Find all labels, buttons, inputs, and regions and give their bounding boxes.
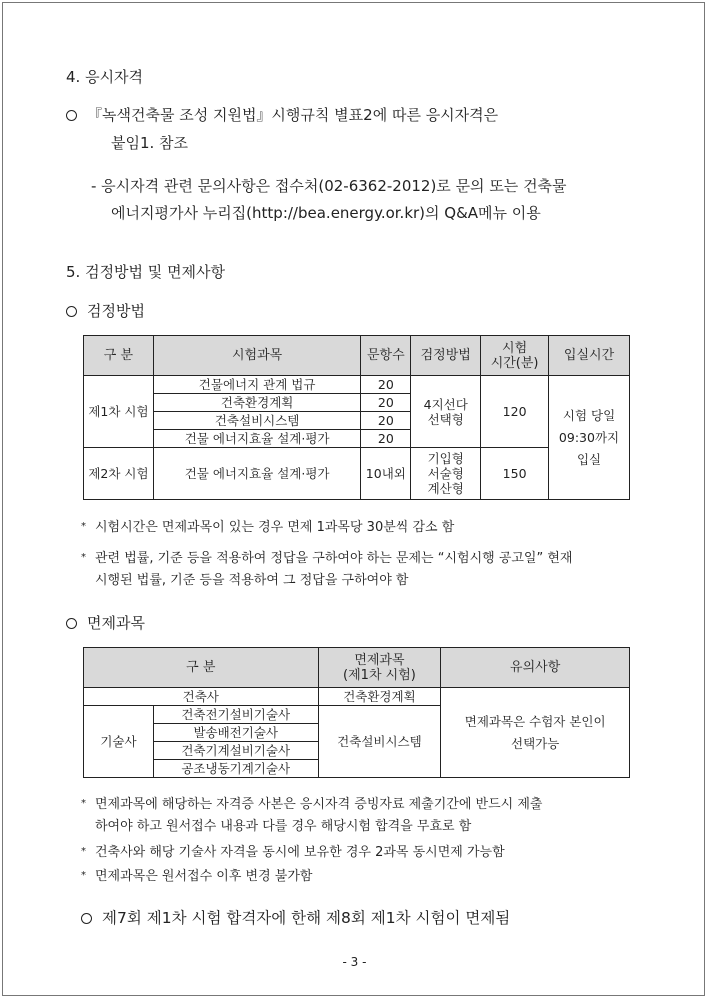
circle-bullet-icon (81, 913, 92, 924)
section-5-title: 5. 검정방법 및 면제사항 (66, 263, 226, 281)
exemption-notes: 면제과목은 수험자 본인이 선택가능 (441, 688, 630, 778)
engineer-label: 기술사 (84, 706, 154, 778)
subheading-exemption: 면제과목 (66, 612, 145, 633)
round1-count: 20 (361, 394, 411, 412)
note-item-continuation: 하여야 하고 원서접수 내용과 다를 경우 해당시험 합격을 무효로 함 (95, 819, 472, 834)
round1-method: 4지선다 선택형 (411, 376, 481, 448)
engineer-item: 건축전기설비기술사 (153, 706, 318, 724)
engineer-item: 공조냉동기계기술사 (153, 760, 318, 778)
header-time: 시험 시간(분) (481, 336, 549, 376)
dash-inquiry-line2: 에너지평가사 누리집(http://bea.energy.or.kr)의 Q&A메뉴 이용 (111, 204, 541, 222)
section-4-title: 4. 응시자격 (66, 68, 144, 86)
round2-subject: 건물 에너지효율 설계·평가 (153, 448, 361, 500)
round1-subject: 건물 에너지효율 설계·평가 (153, 430, 361, 448)
circle-bullet-icon (66, 618, 77, 629)
note-item-continuation: 시행된 법률, 기준 등을 적용하여 그 정답을 구하여야 함 (95, 573, 409, 588)
round1-label: 제1차 시험 (84, 376, 154, 448)
header-category: 구 분 (84, 336, 154, 376)
round2-label: 제2차 시험 (84, 448, 154, 500)
bullet-qualification (66, 104, 498, 125)
note-item: * 면제과목은 원서접수 이후 변경 불가함 (81, 869, 313, 884)
circle-bullet-icon (66, 110, 77, 121)
round1-subject: 건축환경계획 (153, 394, 361, 412)
note-item: * 면제과목에 해당하는 자격증 사본은 응시자격 증빙자료 제출기간에 반드시 제출 (81, 797, 543, 812)
round1-count: 20 (361, 376, 411, 394)
entry-time: 시험 당일 09:30까지 입실 (549, 376, 630, 500)
round2-method: 기입형 서술형 계산형 (411, 448, 481, 500)
bullet-text: 『녹색건축물 조성 지원법』시행규칙 별표2에 따른 응시자격은 (87, 106, 499, 124)
exemption-table (83, 647, 630, 778)
round2-time: 150 (481, 448, 549, 500)
circle-bullet-icon (66, 306, 77, 317)
document-page (2, 2, 705, 996)
page-number: - 3 - (342, 955, 367, 969)
engineer-item: 발송배전기술사 (153, 724, 318, 742)
round1-count: 20 (361, 430, 411, 448)
header-category: 구 분 (84, 648, 319, 688)
header-entry: 입실시간 (549, 336, 630, 376)
dash-inquiry-line1: - 응시자격 관련 문의사항은 접수처(02-6362-2012)로 문의 또는 건축물 (91, 177, 567, 195)
architect-label: 건축사 (84, 688, 319, 706)
note-item: * 건축사와 해당 기술사 자격을 동시에 보유한 경우 2과목 동시면제 가능함 (81, 845, 505, 860)
bullet-continuation: 붙임1. 참조 (111, 134, 189, 152)
final-bullet: 제7회 제1차 시험 합격자에 한해 제8회 제1차 시험이 면제됨 (81, 906, 510, 928)
note-item: * 관련 법률, 기준 등을 적용하여 정답을 구하여야 하는 문제는 “시험시행 공고일” 현재 (81, 551, 573, 566)
subheading-exam-method: 검정방법 (66, 300, 145, 321)
architect-exempt: 건축환경계획 (318, 688, 441, 706)
header-exempt-subject: 면제과목 (제1차 시험) (318, 648, 441, 688)
header-method: 검정방법 (411, 336, 481, 376)
header-count: 문항수 (361, 336, 411, 376)
header-subject: 시험과목 (153, 336, 361, 376)
round1-subject: 건축설비시스템 (153, 412, 361, 430)
engineer-exempt: 건축설비시스템 (318, 706, 441, 778)
header-notes: 유의사항 (441, 648, 630, 688)
round1-time: 120 (481, 376, 549, 448)
note-item: * 시험시간은 면제과목이 있는 경우 면제 1과목당 30분씩 감소 함 (81, 520, 455, 535)
round1-subject: 건물에너지 관계 법규 (153, 376, 361, 394)
round2-count: 10내외 (361, 448, 411, 500)
exam-method-table (83, 335, 630, 500)
round1-count: 20 (361, 412, 411, 430)
engineer-item: 건축기계설비기술사 (153, 742, 318, 760)
